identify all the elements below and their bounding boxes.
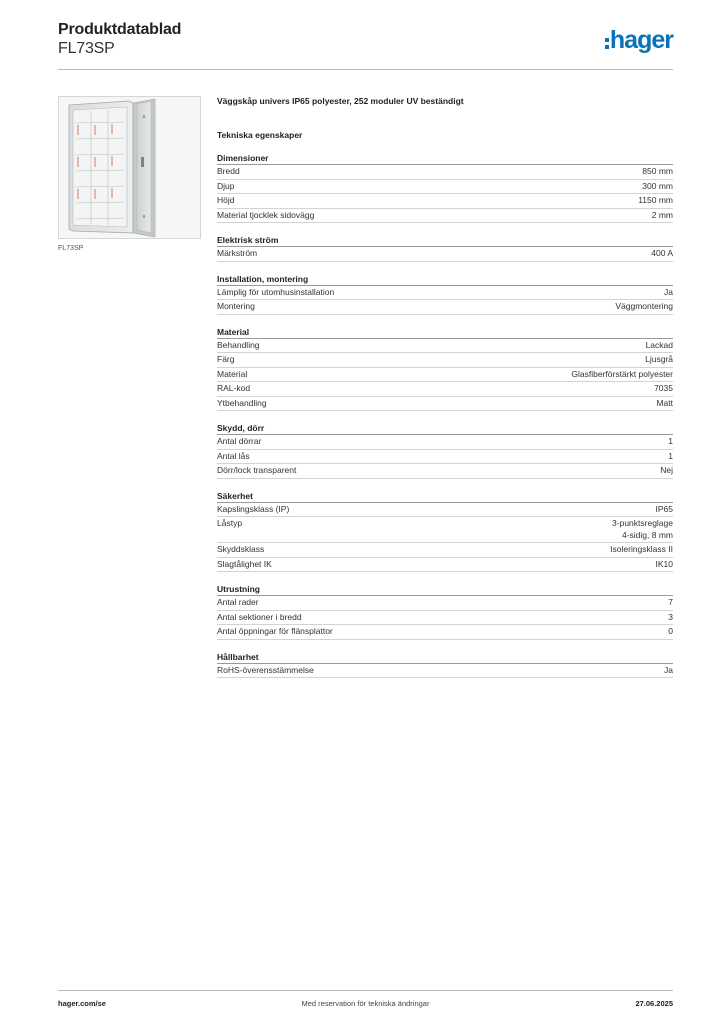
spec-group-material <box>217 326 673 412</box>
product-description: Väggskåp univers IP65 polyester, 252 moduler UV beständigt <box>217 96 464 106</box>
document-title: Produktdatablad <box>58 21 182 38</box>
spec-label: Antal rader <box>217 597 259 607</box>
spec-group-equipment <box>217 583 673 640</box>
spec-value: 400 A <box>651 248 673 258</box>
spec-row <box>217 165 673 180</box>
disclaimer-text: Med reservation för tekniska ändringar <box>301 999 430 1008</box>
spec-value: Ja <box>664 664 673 675</box>
spec-row <box>217 464 673 479</box>
document-date: 27.06.2025 <box>635 999 673 1008</box>
spec-label: Antal öppningar för flänsplattor <box>217 626 333 636</box>
spec-value: Matt <box>656 397 673 408</box>
spec-value: 1 <box>668 436 673 446</box>
spec-label: Material <box>217 368 248 379</box>
logo-text: hager <box>609 26 673 54</box>
spec-row <box>217 247 673 262</box>
page-header <box>58 20 673 70</box>
spec-label: Höjd <box>217 195 235 205</box>
hager-logo <box>605 28 673 52</box>
spec-group-electric-current <box>217 234 673 262</box>
spec-label: Låstyp <box>217 518 243 528</box>
group-title: Utrustning <box>217 583 673 596</box>
spec-content <box>217 94 673 678</box>
spec-row <box>217 194 673 209</box>
group-title: Material <box>217 326 673 339</box>
spec-value: 7 <box>668 597 673 607</box>
logo-dots-icon <box>605 36 609 50</box>
enclosure-illustration-icon <box>59 97 200 238</box>
spec-label: Färg <box>217 354 235 364</box>
spec-value: 7035 <box>654 383 673 393</box>
spec-row <box>217 300 673 315</box>
spec-row <box>217 286 673 301</box>
spec-label: Lämplig för utomhusinstallation <box>217 286 335 297</box>
page-footer <box>58 990 673 1014</box>
spec-label: Djup <box>217 180 235 191</box>
spec-value: Lackad <box>645 339 673 350</box>
spec-group-safety <box>217 490 673 573</box>
group-title: Elektrisk ström <box>217 234 673 247</box>
spec-row <box>217 596 673 611</box>
spec-label: Antal sektioner i bredd <box>217 611 302 622</box>
image-caption: FL73SP <box>58 245 84 252</box>
spec-row <box>217 543 673 558</box>
spec-value: IK10 <box>655 558 673 569</box>
spec-row <box>217 611 673 626</box>
spec-row <box>217 625 673 640</box>
spec-row <box>217 339 673 354</box>
spec-row <box>217 503 673 518</box>
spec-value: Ljusgrå <box>645 354 673 364</box>
group-title: Hållbarhet <box>217 651 673 664</box>
spec-value: 3-punktsreglage 4-sidig, 8 mm <box>612 518 673 540</box>
spec-label: Behandling <box>217 339 260 350</box>
spec-value: 1 <box>668 450 673 461</box>
spec-row <box>217 397 673 412</box>
spec-label: RAL-kod <box>217 383 251 393</box>
spec-group-installation <box>217 273 673 315</box>
spec-value: 1150 mm <box>638 195 673 205</box>
spec-label: Kapslingsklass (IP) <box>217 503 290 514</box>
spec-label: Antal lås <box>217 450 250 461</box>
spec-group-dimensions <box>217 152 673 223</box>
spec-row <box>217 382 673 397</box>
spec-value: Ja <box>664 286 673 297</box>
spec-heading: Tekniska egenskaper <box>217 130 303 140</box>
group-title: Säkerhet <box>217 490 673 503</box>
spec-value: Glasfiberförstärkt polyester <box>571 368 673 379</box>
website-link[interactable]: hager.com/se <box>58 999 106 1008</box>
spec-value: 850 mm <box>642 166 673 176</box>
spec-row <box>217 450 673 465</box>
spec-value: Väggmontering <box>615 301 673 311</box>
spec-label: Montering <box>217 301 255 311</box>
spec-row <box>217 180 673 195</box>
spec-label: Dörr/lock transparent <box>217 465 297 475</box>
spec-row <box>217 517 673 543</box>
spec-row <box>217 558 673 573</box>
spec-label: Slagtålighet IK <box>217 558 272 569</box>
spec-label: Märkström <box>217 248 258 258</box>
spec-value: 0 <box>668 626 673 636</box>
spec-row <box>217 664 673 679</box>
spec-value: 2 mm <box>651 209 673 220</box>
spec-row <box>217 368 673 383</box>
spec-label: Material tjocklek sidovägg <box>217 209 315 220</box>
spec-label: Bredd <box>217 166 240 176</box>
spec-label: Antal dörrar <box>217 436 262 446</box>
group-title: Installation, montering <box>217 273 673 286</box>
product-image <box>58 96 201 239</box>
spec-label: Ytbehandling <box>217 397 267 408</box>
group-title: Skydd, dörr <box>217 422 673 435</box>
spec-value: 300 mm <box>642 180 673 191</box>
spec-row <box>217 435 673 450</box>
product-code: FL73SP <box>58 40 115 57</box>
spec-value: Isoleringsklass II <box>610 544 673 554</box>
spec-group-sustainability <box>217 651 673 679</box>
spec-value: IP65 <box>655 503 673 514</box>
spec-row <box>217 209 673 224</box>
spec-value: 3 <box>668 611 673 622</box>
spec-value: Nej <box>660 465 673 475</box>
spec-group-protection-door <box>217 422 673 479</box>
spec-label: RoHS-överensstämmelse <box>217 664 314 675</box>
spec-label: Skyddsklass <box>217 544 265 554</box>
spec-row <box>217 353 673 368</box>
group-title: Dimensioner <box>217 152 673 165</box>
